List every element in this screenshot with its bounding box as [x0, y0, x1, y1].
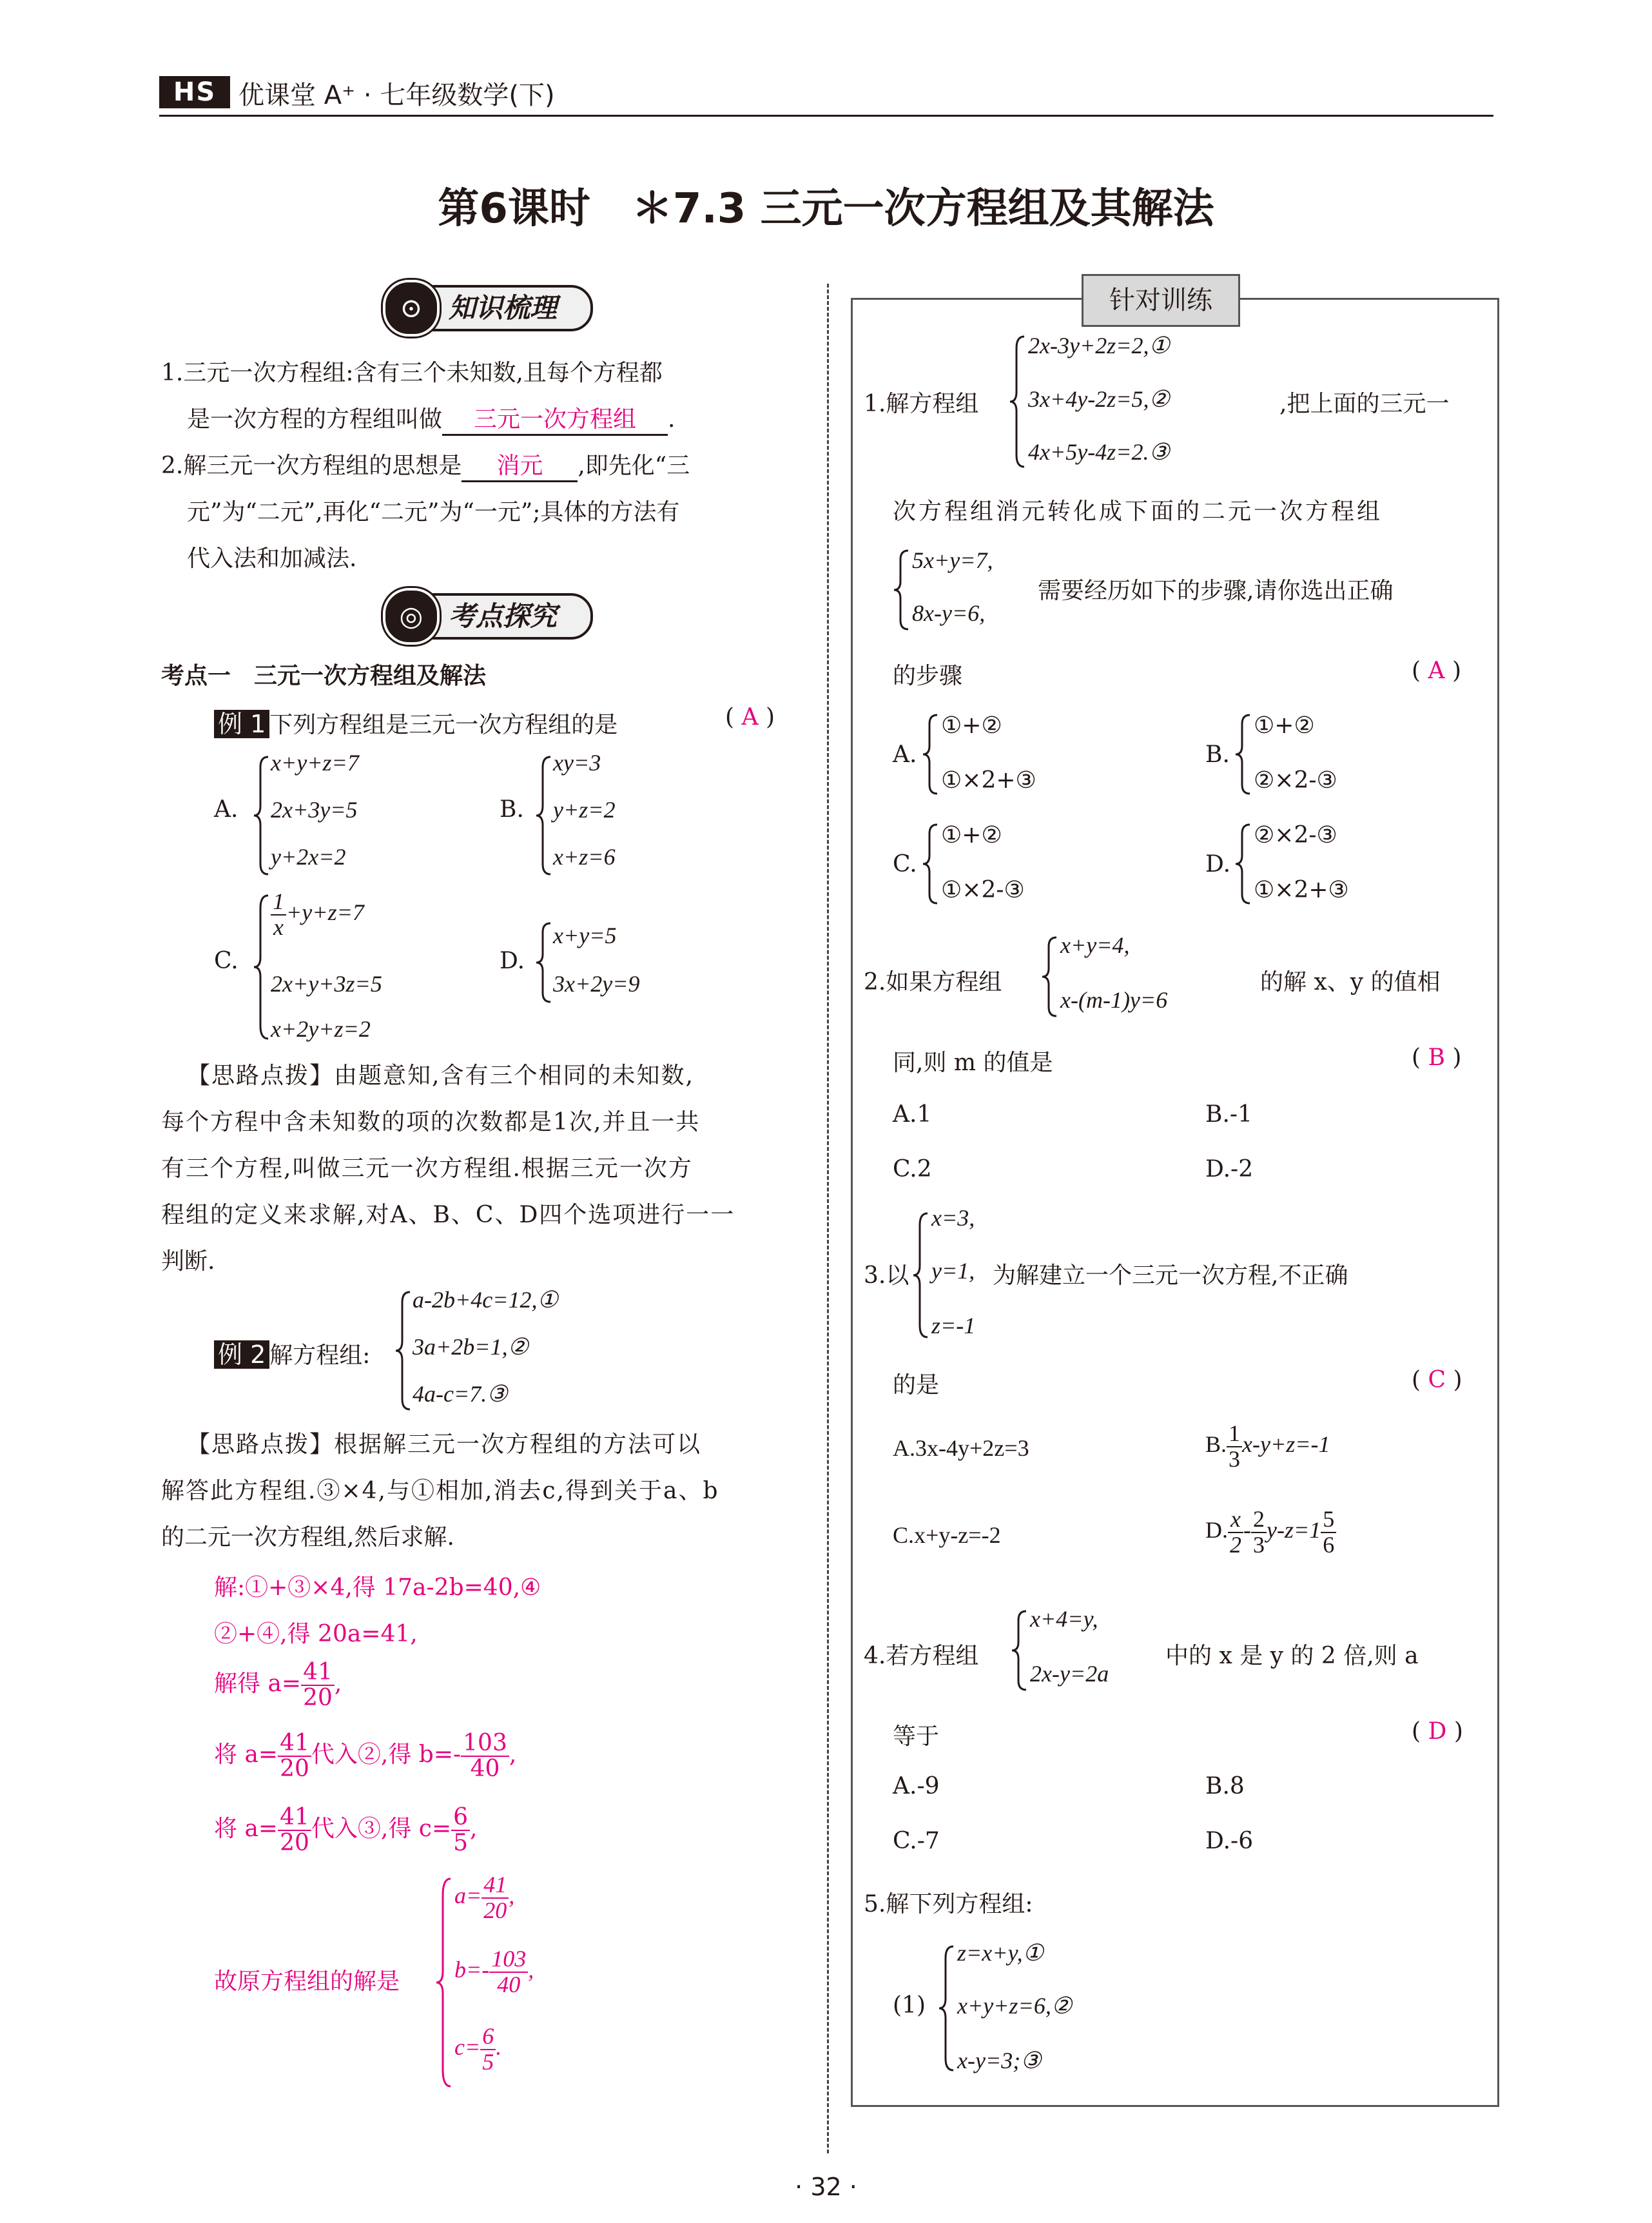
q2-answer: B: [1428, 1044, 1445, 1071]
q1-eq3: 4x+5y-4z=2.③: [1028, 439, 1170, 465]
hint-1-line-2: 每个方程中含未知数的项的次数都是1次,并且一共: [161, 1109, 701, 1135]
q3-D-frac-3: [1321, 1507, 1336, 1558]
s5-den: 20: [280, 1829, 309, 1856]
q1-answer-bracket: ( A ): [1412, 658, 1461, 684]
q2-line2: 同,则 m 的值是: [893, 1050, 1053, 1076]
explore-badge: [394, 593, 593, 640]
hint-1-line-5: 判断.: [161, 1248, 215, 1275]
f1-num: 41: [481, 1873, 509, 1899]
s5-pre: 将 a=: [214, 1815, 278, 1842]
training-tag: 针对训练: [1082, 274, 1240, 327]
solution-step-5: [214, 1805, 477, 1856]
knowledge-item-2d: 代入法和加减法.: [187, 545, 357, 572]
s3-pre: 解得 a=: [214, 1670, 302, 1697]
knowledge-item-1a: 1.三元一次方程组:含有三个未知数,且每个方程都: [161, 360, 663, 386]
q3-option-A: A.3x-4y+2z=3: [893, 1435, 1029, 1461]
s4-mid: 代入②,得 b=-: [311, 1741, 462, 1768]
solution-step-4: [214, 1731, 516, 1781]
q1-sys-eq2: 8x-y=6,: [912, 600, 986, 626]
s4-post: ,: [509, 1741, 517, 1768]
q1-line2: 次方程组消元转化成下面的二元一次方程组: [893, 498, 1383, 525]
knowledge-badge-label: 知识梳理: [449, 292, 558, 324]
q1-C-brace: [922, 822, 940, 906]
q3-B-frac: [1227, 1422, 1242, 1472]
header-rule: [159, 115, 1493, 117]
q1-B-label: B.: [1205, 741, 1230, 768]
q2-pre: 2.如果方程组: [864, 969, 1002, 995]
q3-B-post: x-y+z=-1: [1242, 1431, 1330, 1458]
q3-D-mid: -: [1243, 1517, 1251, 1543]
q3-eq3: z=-1: [931, 1313, 976, 1338]
q3-option-B: [1205, 1422, 1330, 1472]
q1-B-brace: [1234, 712, 1252, 796]
q3-pre: 3.以: [864, 1262, 909, 1289]
q1-C-label: C.: [893, 851, 917, 877]
q1-C-step2: ①×2-③: [941, 877, 1025, 903]
q4-option-C: C.-7: [893, 1828, 940, 1854]
q1-D-step2: ①×2+③: [1254, 877, 1349, 903]
solution-brace: [435, 1876, 453, 2089]
solution-final-label: 故原方程组的解是: [214, 1968, 400, 1995]
page-number: · 32 ·: [795, 2173, 857, 2201]
q5-stem: 5.解下列方程组:: [864, 1891, 1033, 1917]
example-2-text: 解方程组:: [269, 1342, 371, 1369]
knowledge-answer-2: 消元: [462, 447, 578, 482]
location-pin-icon: ⊙: [383, 280, 440, 337]
ex1-A-eq2: 2x+3y=5: [271, 797, 358, 823]
s3-post: ,: [334, 1670, 342, 1697]
solution-step-2: ②+④,得 20a=41,: [214, 1621, 418, 1647]
ex1-C-eq1-rest: +y+z=7: [286, 899, 364, 926]
solution-final-a: [454, 1873, 514, 1923]
ex1-B-brace: [535, 754, 553, 877]
example-1-tag: 例 1: [214, 710, 269, 738]
q3-D-d1: 2: [1230, 1531, 1241, 1558]
frac-den: x: [273, 914, 284, 940]
f1-pre: a=: [454, 1883, 482, 1909]
f3-num: 6: [480, 2024, 496, 2050]
s3-frac: [301, 1660, 335, 1710]
example-2-stem: [214, 1335, 370, 1370]
example-2-tag: 例 2: [214, 1340, 269, 1369]
q4-brace: [1011, 1609, 1029, 1692]
s4-pre: 将 a=: [214, 1741, 278, 1768]
f2-pre: b=-: [454, 1957, 490, 1983]
ex1-option-D-label: D.: [500, 948, 525, 974]
q1-A-label: A.: [893, 741, 917, 768]
knowledge-badge: [394, 285, 593, 331]
example-1-text: 下列方程组是三元一次方程组的是: [269, 712, 618, 738]
q1-answer: A: [1428, 658, 1445, 684]
q5-eq3: x-y=3;③: [957, 2048, 1042, 2073]
q4-pre: 4.若方程组: [864, 1643, 979, 1669]
s5-num: 41: [278, 1805, 311, 1831]
q1-brace: [1009, 334, 1027, 469]
ex2-eq3: 4a-c=7.③: [413, 1381, 508, 1407]
book-title: 优课堂 A⁺ · 七年级数学(下): [238, 81, 555, 110]
q1-A-step2: ①×2+③: [941, 767, 1036, 794]
q1-D-label: D.: [1205, 851, 1231, 877]
solution-step-1: 解:①+③×4,得 17a-2b=40,④: [214, 1574, 541, 1601]
s5-mid: 代入③,得 c=: [311, 1815, 452, 1842]
q3-D-d3: 6: [1323, 1531, 1335, 1558]
q1-sys-eq1: 5x+y=7,: [912, 547, 993, 573]
s5-den2: 5: [453, 1829, 469, 1856]
hint-1-line-3: 有三个方程,叫做三元一次方程组.根据三元一次方: [161, 1155, 693, 1182]
ex2-brace: [394, 1289, 413, 1412]
ex1-D-eq1: x+y=5: [553, 923, 617, 948]
hint-2-line-2: 解答此方程组.③×4,与①相加,消去c,得到关于a、b: [161, 1478, 719, 1504]
q1-D-brace: [1234, 822, 1252, 906]
q1-eq2: 3x+4y-2z=5,②: [1028, 386, 1170, 412]
q2-option-D: D.-2: [1205, 1156, 1254, 1182]
s4-num: 41: [278, 1731, 311, 1757]
q2-eq1: x+y=4,: [1060, 932, 1130, 958]
q2-option-C: C.2: [893, 1156, 932, 1182]
s5-post: ,: [470, 1815, 478, 1842]
q4-answer-bracket: ( D ): [1412, 1718, 1463, 1745]
hint-1-line-4: 程组的定义来求解,对A、B、C、D四个选项进行一一: [161, 1202, 735, 1228]
s3-num: 41: [301, 1660, 335, 1686]
q3-D-n3: 5: [1321, 1507, 1336, 1533]
ex1-C-brace: [253, 893, 271, 1041]
knowledge-item-2b-text: ,即先化“三: [578, 453, 690, 479]
q3-brace: [912, 1211, 930, 1340]
hint-2-line-1: 【思路点拨】根据解三元一次方程组的方法可以: [187, 1431, 702, 1458]
hint-2-line-3: 的二元一次方程组,然后求解.: [161, 1524, 454, 1551]
q3-B-num: 1: [1227, 1422, 1242, 1447]
q4-post: 中的 x 是 y 的 2 倍,则 a: [1165, 1643, 1419, 1669]
f2-den: 40: [497, 1971, 521, 1997]
q1-line4: 的步骤: [893, 663, 963, 689]
example-1-answer: A: [741, 704, 759, 730]
s4-den: 20: [280, 1755, 309, 1782]
q5-brace: [938, 1944, 956, 2073]
f2-frac: [489, 1947, 528, 1997]
q1-A-brace: [922, 712, 940, 796]
q3-answer: C: [1428, 1367, 1446, 1393]
ex1-D-brace: [535, 921, 553, 1004]
q3-option-C: C.x+y-z=-2: [893, 1522, 1001, 1548]
q3-D-pre: D.: [1205, 1517, 1228, 1543]
series-logo: HS: [159, 76, 230, 108]
knowledge-answer-1: 三元一次方程组: [442, 401, 668, 436]
ex1-option-A-label: A.: [214, 796, 238, 823]
ex1-option-C-label: C.: [214, 948, 238, 974]
example-1-answer-bracket: ( A ): [725, 704, 775, 730]
s5-frac-2: [451, 1805, 470, 1856]
s4-den2: 40: [470, 1755, 500, 1782]
s4-num2: 103: [461, 1731, 509, 1757]
q2-option-A: A.1: [893, 1101, 932, 1128]
ex1-B-eq3: x+z=6: [553, 844, 616, 870]
knowledge-item-1b-text: 是一次方程的方程组叫做: [187, 406, 443, 433]
ex1-C-eq3: x+2y+z=2: [271, 1016, 371, 1042]
q4-option-D: D.-6: [1205, 1828, 1254, 1854]
ex1-B-eq1: xy=3: [553, 750, 601, 776]
s5-frac-1: [278, 1805, 311, 1856]
explore-badge-label: 考点探究: [449, 600, 558, 632]
q1-sys-brace: [893, 548, 911, 632]
ex1-C-eq2: 2x+y+3z=5: [271, 971, 382, 997]
q1-B-step1: ①+②: [1254, 712, 1315, 739]
f2-num: 103: [489, 1947, 528, 1973]
q2-post: 的解 x、y 的值相: [1260, 969, 1441, 995]
q3-answer-bracket: ( C ): [1412, 1367, 1463, 1393]
q1-post: ,把上面的三元一: [1279, 391, 1450, 417]
f3-den: 5: [482, 2048, 494, 2075]
q3-D-frac-2: [1251, 1507, 1267, 1558]
s5-num2: 6: [451, 1805, 470, 1831]
q1-A-step1: ①+②: [941, 712, 1002, 739]
knowledge-item-2a-text: 2.解三元一次方程组的思想是: [161, 453, 462, 479]
q4-eq1: x+4=y,: [1030, 1606, 1098, 1632]
ex1-option-B-label: B.: [500, 796, 524, 823]
f1-frac: [481, 1873, 509, 1923]
f3-frac: [480, 2024, 496, 2075]
knowledge-item-1b: [187, 401, 675, 436]
q3-eq2: y=1,: [931, 1258, 975, 1284]
f1-den: 20: [483, 1897, 507, 1923]
q1-D-step1: ②×2-③: [1254, 822, 1337, 848]
ex1-A-eq1: x+y+z=7: [271, 750, 359, 776]
ex1-A-brace: [253, 754, 271, 877]
s3-den: 20: [303, 1684, 333, 1711]
period: .: [668, 406, 675, 433]
q4-line2: 等于: [893, 1723, 940, 1750]
q2-answer-bracket: ( B ): [1412, 1044, 1462, 1071]
q3-option-D: [1205, 1507, 1336, 1558]
q3-B-den: 3: [1229, 1445, 1241, 1472]
solution-final-b: [454, 1947, 534, 1997]
q3-D-frac-1: [1228, 1507, 1243, 1558]
kaodian-1-heading: 考点一 三元一次方程组及解法: [161, 663, 487, 689]
q5-part-label: (1): [893, 1992, 926, 2019]
q1-line3: 需要经历如下的步骤,请你选出正确: [1038, 578, 1394, 604]
q4-answer: D: [1428, 1718, 1447, 1745]
knowledge-item-2a: [161, 447, 690, 482]
q3-B-pre: B.: [1205, 1431, 1227, 1458]
q1-eq1: 2x-3y+2z=2,①: [1028, 333, 1170, 358]
q3-D-n2: 2: [1251, 1507, 1267, 1533]
q5-eq1: z=x+y,①: [957, 1940, 1044, 1966]
q2-eq2: x-(m-1)y=6: [1060, 987, 1168, 1013]
ex1-C-frac: [271, 890, 286, 940]
f1-post: ,: [509, 1883, 515, 1909]
example-1-stem: [214, 704, 617, 739]
q2-option-B: B.-1: [1205, 1101, 1252, 1128]
knowledge-item-2c: 元”为“二元”,再化“二元”为“一元”;具体的方法有: [187, 499, 680, 525]
s4-frac-2: [461, 1731, 509, 1781]
q1-C-step1: ①+②: [941, 822, 1002, 848]
q5-eq2: x+y+z=6,②: [957, 1993, 1073, 2019]
ex1-B-eq2: y+z=2: [553, 797, 616, 823]
q2-brace: [1041, 935, 1059, 1019]
q3-D-n1: x: [1228, 1507, 1243, 1533]
q3-eq1: x=3,: [931, 1205, 975, 1231]
q3-post: 为解建立一个三元一次方程,不正确: [993, 1262, 1348, 1289]
ex2-eq2: 3a+2b=1,②: [413, 1334, 529, 1360]
q3-line2: 的是: [893, 1372, 940, 1398]
q1-pre: 1.解方程组: [864, 391, 979, 417]
f3-pre: c=: [454, 2034, 481, 2061]
q4-eq2: 2x-y=2a: [1030, 1661, 1109, 1687]
q1-B-step2: ②×2-③: [1254, 767, 1337, 794]
magnifier-icon: ◎: [383, 588, 440, 645]
frac-num: 1: [271, 890, 286, 916]
f2-post: ,: [528, 1957, 534, 1983]
f3-post: .: [496, 2034, 502, 2061]
q4-option-A: A.-9: [893, 1773, 940, 1799]
ex1-C-eq1: [271, 890, 364, 940]
ex1-D-eq2: 3x+2y=9: [553, 971, 640, 997]
column-divider: [827, 284, 829, 2153]
q3-D-d2: 3: [1253, 1531, 1265, 1558]
solution-final-c: [454, 2024, 501, 2075]
ex1-A-eq3: y+2x=2: [271, 844, 346, 870]
solution-step-3: [214, 1660, 342, 1710]
ex2-eq1: a-2b+4c=12,①: [413, 1287, 558, 1313]
q4-option-B: B.8: [1205, 1773, 1245, 1799]
s4-frac-1: [278, 1731, 311, 1781]
hint-1-line-1: 【思路点拨】由题意知,含有三个相同的未知数,: [187, 1063, 694, 1089]
lesson-title: 第6课时 ＊7.3 三元一次方程组及其解法: [438, 185, 1214, 233]
q3-D-mid2: y-z=1: [1267, 1517, 1321, 1543]
